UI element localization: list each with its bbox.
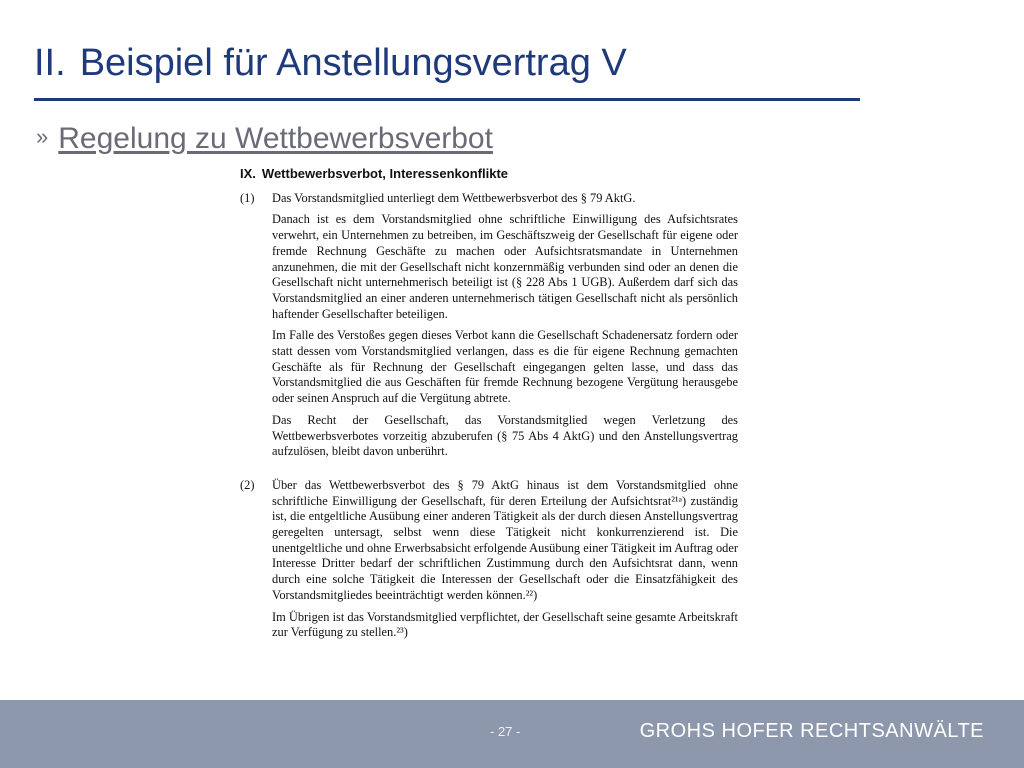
clause-paragraph: Im Falle des Verstoßes gegen dieses Verbot kann die Gesellschaft Schadenersatz fordern oder statt dessen vom Vorstandsmitglied verlangen, dass es die für eigene Rechnung gemachten Geschäfte als für Rechnung der Gesellschaft eingegangen gelten lasse, und dass das Vorstandsmitglied die aus Geschäften für fremde Rechnung bezogene Vergütung herausgebe oder seinen Anspruch auf die Vergütung abtrete. (272, 328, 738, 406)
firm-logo-text: GROHS HOFER RECHTSANWÄLTE (639, 720, 984, 742)
clause-number: (1) (240, 190, 255, 205)
title-text: Beispiel für Anstellungsvertrag V (79, 42, 627, 84)
clause-number: (2) (240, 477, 255, 492)
clause-body (272, 478, 738, 647)
heading-text: Wettbewerbsverbot, Interessenkonflikte (261, 166, 509, 181)
clause-2 (238, 478, 738, 647)
footer-bar (0, 700, 1024, 768)
slide-title (34, 42, 627, 85)
contract-section-heading (240, 166, 738, 182)
title-number: II. (34, 42, 66, 84)
title-underline (34, 98, 860, 101)
subtopic-link[interactable]: Regelung zu Wettbewerbsverbot (58, 122, 493, 155)
clause-paragraph: Über das Wettbewerbsverbot des § 79 AktG hinaus ist dem Vorstandsmitglied ohne schriftliche Einwilligung der Gesellschaft, für deren Erteilung der Aufsichtsrat²¹ᵃ) zuständig ist, die entgeltliche Ausübung einer anderen Tätigkeit als der durch diesen Anstellungsvertrag geregelten untersagt, selbst wenn diese Tätigkeit nicht konkurrenzierend ist. Die unentgeltliche und ohne Erwerbsabsicht erfolgende Ausübung einer Tätigkeit im Auftrag oder Interesse Dritter bedarf der schriftlichen Zustimmung durch den Aufsichtsrat dann, wenn durch eine solche Tätigkeit die Interessen der Gesellschaft oder die Einsatzfähigkeit des Vorstandsmitgliedes beeinträchtigt werden können.²²) (272, 477, 738, 602)
page-number: - 27 - (490, 724, 521, 739)
heading-roman: IX. (240, 166, 256, 181)
contract-excerpt (238, 164, 738, 684)
clause-paragraph: Das Recht der Gesellschaft, das Vorstandsmitglied wegen Verletzung des Wettbewerbsverbotes vorzeitig abzuberufen (§ 75 Abs 4 AktG) und den Anstellungsvertrag aufzulösen, bleibt davon unberührt. (272, 412, 738, 459)
clause-1 (238, 191, 738, 466)
clause-paragraph: Danach ist es dem Vorstandsmitglied ohne schriftliche Einwilligung des Aufsichtsrates verwehrt, ein Unternehmen zu betreiben, im Geschäftszweig der Gesellschaft für eigene oder fremde Rechnung Geschäfte zu machen oder Aufsichtsratsmandate in Unternehmen anzunehmen, die mit der Gesellschaft nicht konzernmäßig verbunden sind oder an denen die Gesellschaft nicht unternehmerisch beteiligt ist (§ 228 Abs 1 UGB). Außerdem darf sich das Vorstandsmitglied an einer anderen unternehmerisch tätigen Gesellschaft nicht als persönlich haftender Gesellschafter beteiligen. (272, 212, 738, 321)
clause-body (272, 191, 738, 466)
bullet-marker: » (36, 124, 49, 149)
clause-paragraph: Das Vorstandsmitglied unterliegt dem Wettbewerbsverbot des § 79 AktG. (272, 190, 636, 205)
subtopic-bullet (36, 122, 493, 156)
clause-paragraph: Im Übrigen ist das Vorstandsmitglied verpflichtet, der Gesellschaft seine gesamte Arbeitskraft zur Verfügung zu stellen.²³) (272, 609, 738, 640)
